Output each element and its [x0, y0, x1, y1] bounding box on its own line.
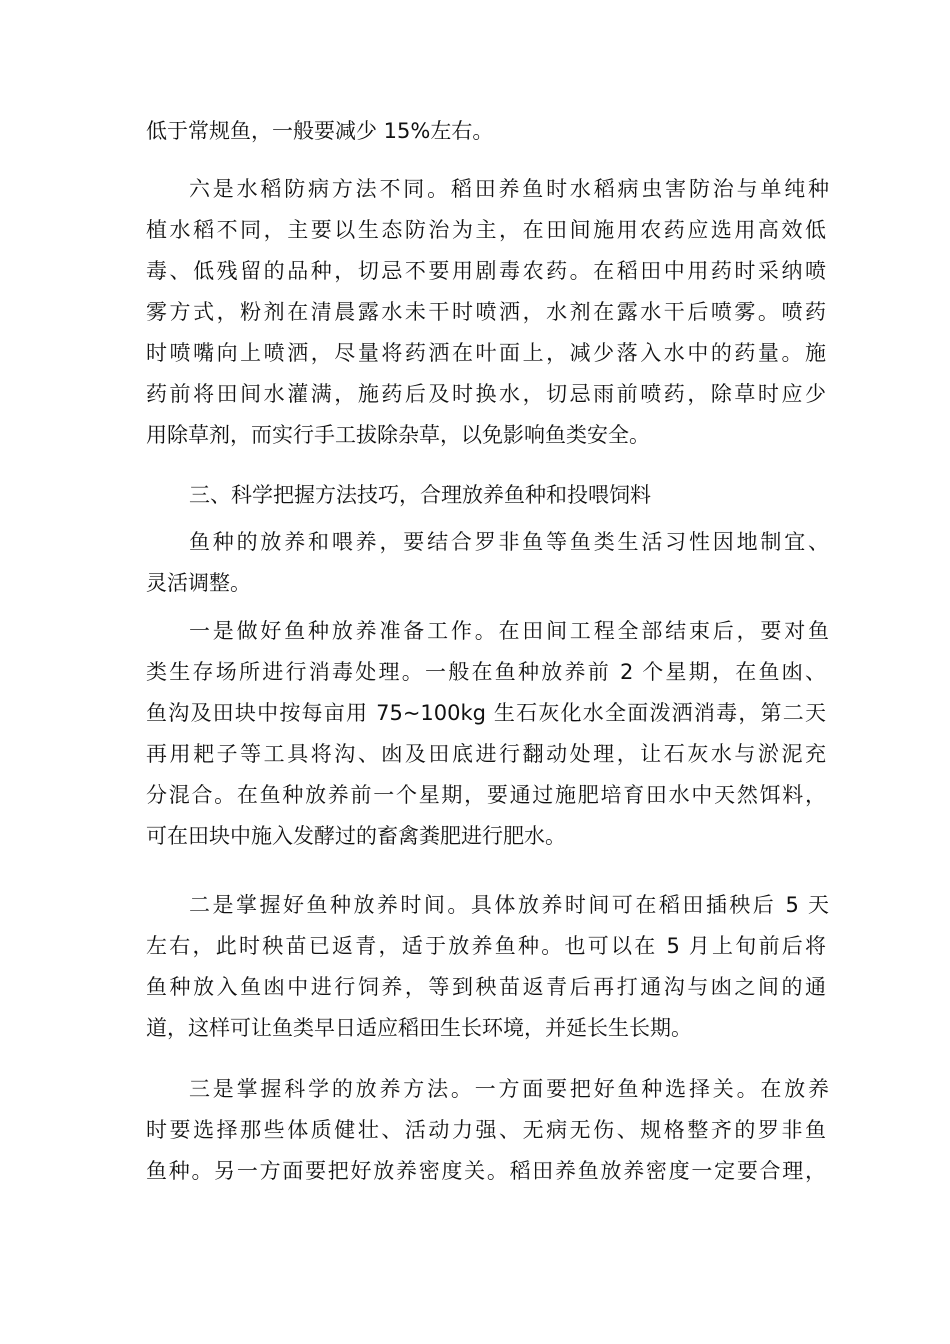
text-line: 低于常规鱼，一般要减少 15%左右。 — [146, 119, 494, 143]
text-line: 类生存场所进行消毒处理。一般在鱼种放养前 2 个星期，在鱼凼、 — [146, 660, 826, 684]
text-line: 鱼沟及田块中按每亩用 75~100kg 生石灰化水全面泼洒消毒，第二天 — [146, 701, 826, 725]
section-heading: 三、科学把握方法技巧，合理放养鱼种和投喂饲料 — [189, 483, 651, 507]
text-line: 鱼种的放养和喂养，要结合罗非鱼等鱼类生活习性因地制宜、 — [189, 530, 829, 554]
text-line: 用除草剂，而实行手工拔除杂草，以免影响鱼类安全。 — [146, 423, 650, 447]
text-line: 一是做好鱼种放养准备工作。在田间工程全部结束后，要对鱼 — [189, 619, 829, 643]
text-line: 植水稻不同，主要以生态防治为主，在田间施用农药应选用高效低 — [146, 218, 826, 242]
text-line: 可在田块中施入发酵过的畜禽粪肥进行肥水。 — [146, 824, 566, 848]
text-line: 分混合。在鱼种放养前一个星期，要通过施肥培育田水中天然饵料， — [146, 783, 826, 807]
text-line: 时要选择那些体质健壮、活动力强、无病无伤、规格整齐的罗非鱼 — [146, 1118, 826, 1142]
text-line: 鱼种放入鱼凼中进行饲养，等到秧苗返青后再打通沟与凼之间的通 — [146, 975, 826, 999]
text-line: 毒、低残留的品种，切忌不要用剧毒农药。在稻田中用药时采纳喷 — [146, 259, 826, 283]
text-line: 二是掌握好鱼种放养时间。具体放养时间可在稻田插秧后 5 天 — [189, 893, 829, 917]
text-line: 三是掌握科学的放养方法。一方面要把好鱼种选择关。在放养 — [189, 1077, 829, 1101]
text-line: 时喷嘴向上喷洒，尽量将药洒在叶面上，减少落入水中的药量。施 — [146, 341, 826, 365]
text-line: 雾方式，粉剂在清晨露水未干时喷洒，水剂在露水干后喷雾。喷药 — [146, 300, 826, 324]
text-line: 药前将田间水灌满，施药后及时换水，切忌雨前喷药，除草时应少 — [146, 382, 826, 406]
text-line: 道，这样可让鱼类早日适应稻田生长环境，并延长生长期。 — [146, 1016, 692, 1040]
text-line: 鱼种。另一方面要把好放养密度关。稻田养鱼放养密度一定要合理， — [146, 1159, 826, 1183]
text-line: 灵活调整。 — [146, 571, 251, 595]
text-line: 再用耙子等工具将沟、凼及田底进行翻动处理，让石灰水与淤泥充 — [146, 742, 826, 766]
text-line: 左右，此时秧苗已返青，适于放养鱼种。也可以在 5 月上旬前后将 — [146, 934, 826, 958]
text-line: 六是水稻防病方法不同。稻田养鱼时水稻病虫害防治与单纯种 — [189, 177, 829, 201]
